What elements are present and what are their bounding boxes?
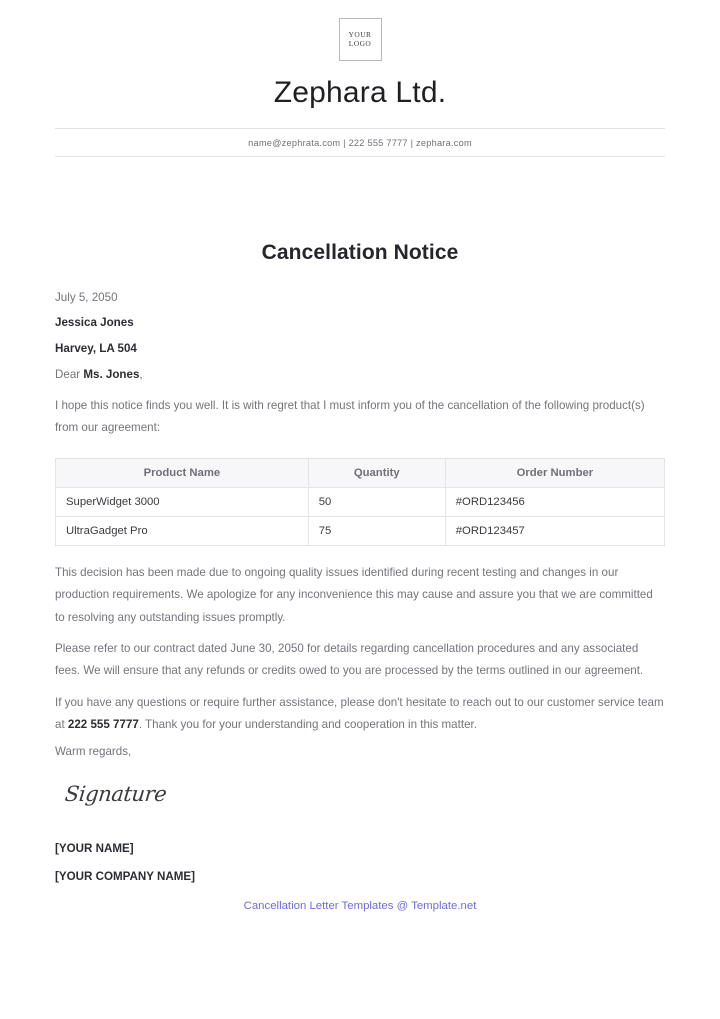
cell-order-number: #ORD123457 [445,516,664,545]
salutation-suffix: , [139,368,143,381]
cell-product-name: SuperWidget 3000 [56,487,309,516]
table-row [56,516,665,545]
customer-service-phone: 222 555 7777 [67,718,139,731]
intro-paragraph: I hope this notice finds you well. It is with regret that I must inform you of the cancellation of the following product(s) from our agreement: [55,399,645,435]
template-footer-link[interactable]: Cancellation Letter Templates @ Template.net [243,900,477,913]
column-header-order-number: Order Number [445,458,664,487]
paragraph-contract: Please refer to our contract dated June 30, 2050 for details regarding cancellation procedures and any associated fees. We will ensure that any refunds or credits owed to you are processed by the terms outlined in our agreement. [55,641,644,678]
salutation-name: Ms. Jones [83,368,140,381]
cell-quantity: 50 [308,487,445,516]
signature-row [55,758,665,806]
recipient-address: Harvey, LA 504 [55,342,137,355]
logo-text-line1: YOUR [348,29,372,39]
letter-date: July 5, 2050 [55,291,118,304]
header-divider-bottom [55,156,665,157]
letterhead [0,0,720,157]
cell-order-number: #ORD123456 [445,487,664,516]
company-name: Zephara Ltd. [273,76,447,109]
column-header-product-name: Product Name [56,458,309,487]
salutation [55,368,665,381]
signer-company-placeholder: [YOUR COMPANY NAME] [55,870,195,884]
contact-info: name@zephrata.com | 222 555 7777 | zephara.com [248,138,472,148]
products-table [55,458,665,546]
products-table-wrapper [55,458,665,546]
logo-placeholder [339,18,382,61]
paragraph-reason: This decision has been made due to ongoing quality issues identified during recent testing and changes in our production requirements. We apologize for any inconvenience this may cause and assure you that we are committed to resolving any outstanding issues promptly. [55,565,653,624]
recipient-name: Jessica Jones [55,316,134,329]
letter-body [0,291,720,912]
salutation-prefix: Dear [55,368,84,381]
closing-line: Warm regards, [55,745,132,759]
signature-mark: Signature [63,782,168,807]
page-title: Cancellation Notice [261,241,459,264]
table-header-row [56,458,665,487]
cell-product-name: UltraGadget Pro [56,516,309,545]
table-row [56,487,665,516]
cell-quantity: 75 [308,516,445,545]
logo-text-line2: LOGO [348,38,372,48]
paragraph-contact [55,692,665,737]
paragraph-contact-text2: . Thank you for your understanding and cooperation in this matter. [138,718,477,731]
paragraph-contact-text1: If you have any questions or require further assistance, please don't hesitate to reach out to our customer service team at [55,695,664,731]
signer-name-placeholder: [YOUR NAME] [55,842,134,856]
column-header-quantity: Quantity [308,458,445,487]
